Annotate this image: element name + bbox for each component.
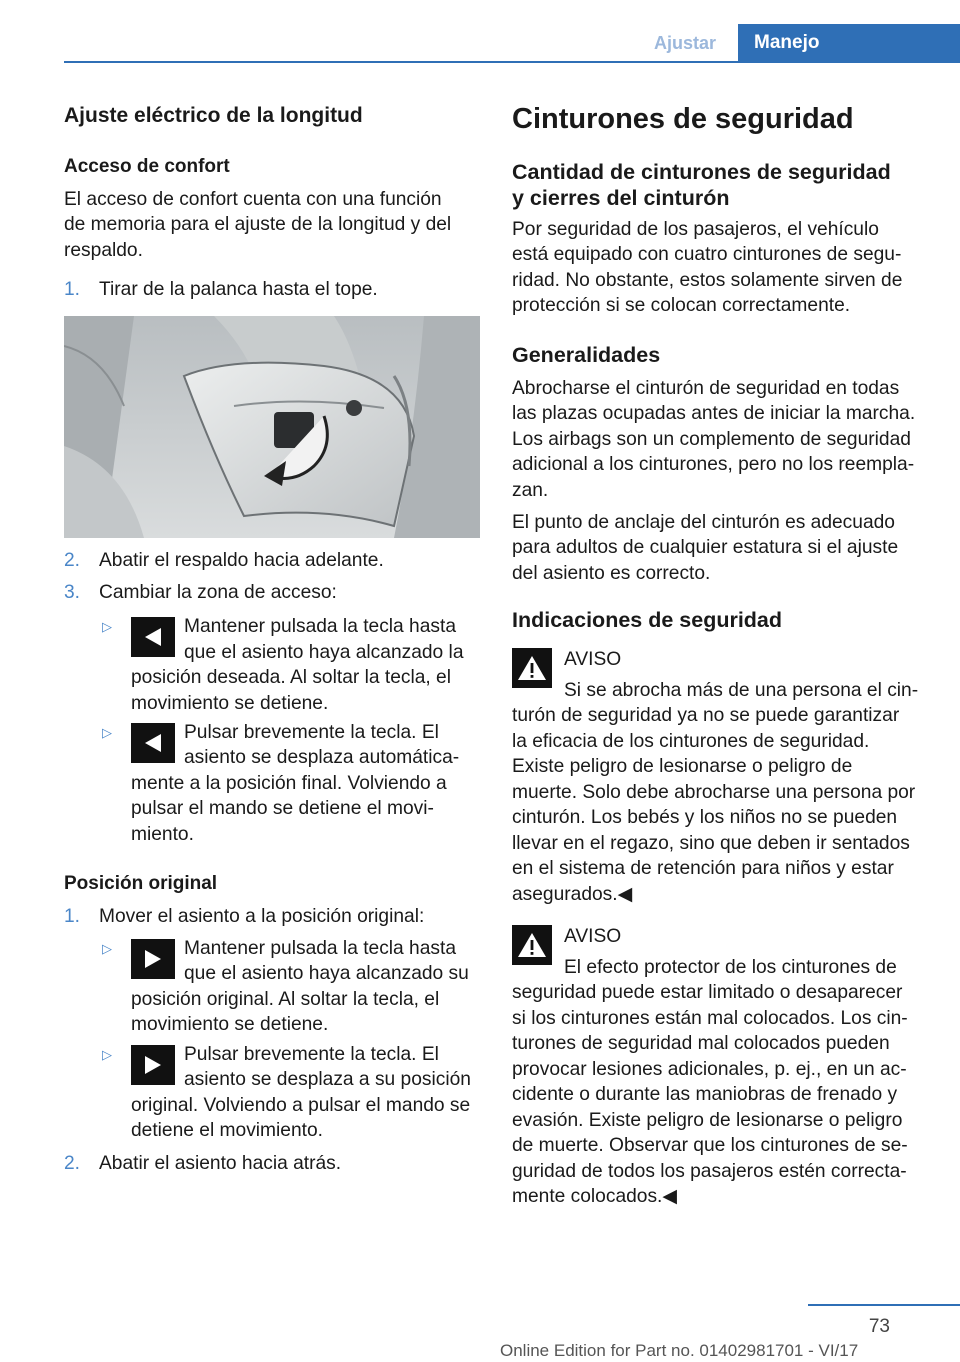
warning-2-line-5: provocar lesiones adicionales, p. ej., en un ac‐ — [512, 1059, 907, 1080]
sub-b-line-1: Pulsar brevemente la tecla. El — [184, 722, 439, 743]
warning-1-line-7: llevar en el regazo, sino que deben ir sentados — [512, 833, 910, 854]
warning-1-line-3: la eficacia de los cinturones de seguridad. — [512, 731, 870, 752]
warning-2-line-3: si los cinturones están mal colocados. Los cin‐ — [512, 1008, 908, 1029]
warning-icon — [512, 648, 552, 688]
step-1-text: Tirar de la palanca hasta el tope. — [99, 279, 378, 300]
warning-2-line-6: cidente o durante las maniobras de frenado y — [512, 1084, 898, 1105]
orig-step-2-number: 2. — [64, 1153, 81, 1174]
step-2-text: Abatir el respaldo hacia adelante. — [99, 550, 384, 571]
footer-rule — [808, 1304, 960, 1306]
section-title: Ajuste eléctrico de la longitud — [64, 104, 363, 127]
orig-sub-a-line-4: movimiento se detiene. — [131, 1014, 329, 1035]
arrow-right-key-icon — [131, 939, 175, 979]
warning-2-line-2: seguridad puede estar limitado o desaparecer — [512, 982, 903, 1003]
para1-line-3: ridad. No obstante, estos solamente sirven de — [512, 270, 903, 291]
orig-step-1-number: 1. — [64, 906, 81, 927]
step-3-number: 3. — [64, 582, 81, 603]
page-number: 73 — [868, 1316, 890, 1337]
intro-line-3: respaldo. — [64, 240, 143, 261]
bullet-b: ▷ — [102, 725, 112, 740]
para1-line-1: Por seguridad de los pasajeros, el vehículo — [512, 219, 879, 240]
orig-sub-b-line-4: detiene el movimiento. — [131, 1120, 323, 1141]
sub-a-line-4: movimiento se detiene. — [131, 693, 329, 714]
belt-count-title-line-1: Cantidad de cinturones de seguridad — [512, 160, 891, 184]
generalidades-title: Generalidades — [512, 343, 661, 367]
warning-2-line-4: turones de seguridad mal colocados pueden — [512, 1033, 890, 1054]
orig-step-2-text: Abatir el asiento hacia atrás. — [99, 1153, 342, 1174]
para2-line-5: zan. — [512, 480, 549, 501]
edition-note: Online Edition for Part no. 01402981701 - VI/17 — [500, 1341, 859, 1360]
bullet-a: ▷ — [102, 619, 112, 634]
original-position-title: Posición original — [64, 873, 218, 894]
orig-sub-b-line-3: original. Volviendo a pulsar el mando se — [131, 1095, 471, 1116]
orig-sub-b-line-2: asiento se desplaza a su posición — [184, 1069, 471, 1090]
sub-a-line-2: que el asiento haya alcanzado la — [184, 642, 464, 663]
orig-sub-a-line-3: posición original. Al soltar la tecla, el — [131, 989, 440, 1010]
para3-line-2: para adultos de cualquier estatura si el ajuste — [512, 537, 899, 558]
warning-1-line-1: Si se abrocha más de una persona el cin‐ — [564, 680, 919, 701]
warning-1-line-6: cinturón. Los bebés y los niños no se pueden — [512, 807, 898, 828]
step-3-text: Cambiar la zona de acceso: — [99, 582, 337, 603]
step-1-number: 1. — [64, 279, 81, 300]
para3-line-1: El punto de anclaje del cinturón es adecuado — [512, 512, 895, 533]
warning-icon — [512, 925, 552, 965]
intro-line-2: de memoria para el ajuste de la longitud y del — [64, 214, 452, 235]
orig-sub-a-line-2: que el asiento haya alcanzado su — [184, 963, 469, 984]
intro-line-1: El acceso de confort cuenta con una función — [64, 189, 442, 210]
safety-title: Indicaciones de seguridad — [512, 608, 783, 632]
para1-line-4: protección si se colocan correctamente. — [512, 295, 851, 316]
sub-b-line-3: mente a la posición final. Volviendo a — [131, 773, 447, 794]
tab-manejo[interactable]: Manejo — [738, 24, 960, 62]
warning-1-line-5: muerte. Solo debe abrocharse una persona por — [512, 782, 916, 803]
subsection-title: Acceso de confort — [64, 156, 230, 177]
warning-1-label: AVISO — [564, 649, 622, 670]
warning-2-line-1: El efecto protector de los cinturones de — [564, 957, 897, 978]
para2-line-4: adicional a los cinturones, pero no los reempla‐ — [512, 454, 915, 475]
header-rule — [64, 61, 960, 63]
warning-2-line-10: mente colocados.◀ — [512, 1186, 678, 1207]
sub-a-line-1: Mantener pulsada la tecla hasta — [184, 616, 456, 637]
para3-line-3: del asiento es correcto. — [512, 563, 711, 584]
main-title: Cinturones de seguridad — [512, 103, 854, 135]
sub-b-line-5: miento. — [131, 824, 194, 845]
orig-sub-a-line-1: Mantener pulsada la tecla hasta — [184, 938, 456, 959]
belt-count-title-line-2: y cierres del cinturón — [512, 186, 730, 210]
warning-2-line-8: de muerte. Observar que los cinturones de se‐ — [512, 1135, 908, 1156]
para2-line-1: Abrocharse el cinturón de seguridad en todas — [512, 378, 900, 399]
arrow-left-key-icon — [131, 617, 175, 657]
tab-ajustar[interactable]: Ajustar — [653, 33, 716, 53]
warning-1-line-8: en el sistema de retención para niños y estar — [512, 858, 894, 879]
step-2-number: 2. — [64, 550, 81, 571]
armrest-lever-photo — [64, 316, 480, 538]
warning-2-label: AVISO — [564, 926, 622, 947]
orig-step-1-text: Mover el asiento a la posición original: — [99, 906, 425, 927]
para2-line-3: Los airbags son un complemento de seguridad — [512, 429, 911, 450]
warning-2-line-9: guridad de todos los pasajeros estén correcta‐ — [512, 1161, 907, 1182]
sub-a-line-3: posición deseada. Al soltar la tecla, el — [131, 667, 451, 688]
sub-b-line-4: pulsar el mando se detiene el movi‐ — [131, 798, 434, 819]
sub-b-line-2: asiento se desplaza automática‐ — [184, 747, 460, 768]
arrow-right-key-icon — [131, 1045, 175, 1085]
warning-2-line-7: evasión. Existe peligro de lesionarse o peligro — [512, 1110, 903, 1131]
para1-line-2: está equipado con cuatro cinturones de segu‐ — [512, 244, 902, 265]
bullet-d: ▷ — [102, 1047, 112, 1062]
bullet-c: ▷ — [102, 941, 112, 956]
para2-line-2: las plazas ocupadas antes de iniciar la marcha. — [512, 403, 916, 424]
warning-1-line-2: turón de seguridad ya no se puede garantizar — [512, 705, 900, 726]
arrow-left-key-icon — [131, 723, 175, 763]
warning-1-line-9: asegurados.◀ — [512, 884, 633, 905]
warning-1-line-4: Existe peligro de lesionarse o peligro de — [512, 756, 853, 777]
page-header — [0, 24, 960, 62]
orig-sub-b-line-1: Pulsar brevemente la tecla. El — [184, 1044, 439, 1065]
